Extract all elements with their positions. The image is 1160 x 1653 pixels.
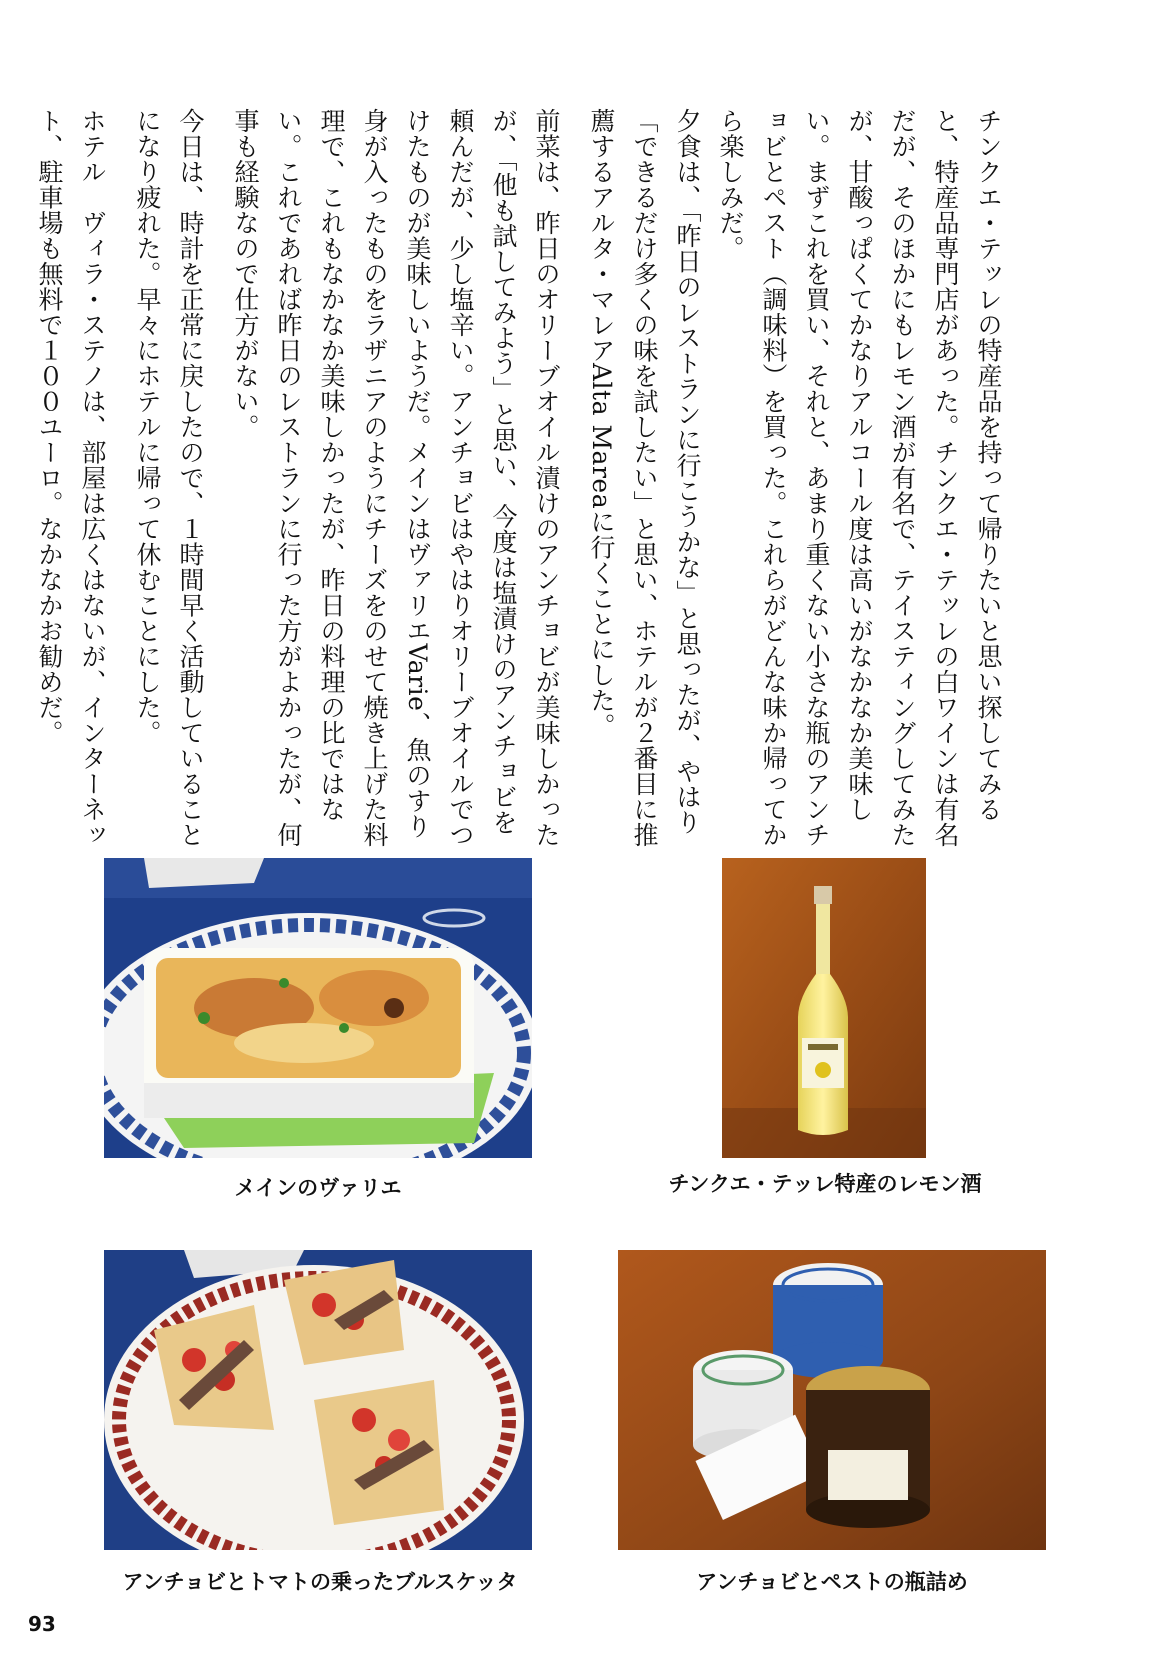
paragraph-souvenir: チンクエ・テッレの特産品を持って帰りたいと思い探してみると、特産品専門店があった。チンクエ・テッレの白ワインは有名だが、そのほかにもレモン酒が有名で、テイスティングしてみたが、甘酸っぱくてかなりアルコール度は高いがなかなか美味しい。まずこれを買い、それと、あまり重くない小さな瓶のアンチョビとペスト（調味料）を買った。これらがどんな味か帰ってから楽しみだ。 xyxy=(716,108,1003,848)
photo-anchovy-pesto-jars xyxy=(618,1250,1046,1550)
photo-bruschetta xyxy=(104,1250,532,1550)
paragraph-hotel: ホテル ヴィラ・ステノは、部屋は広くはないが、インターネット、駐車場も無料で１００ユーロ。なかなかお勧めだ。 xyxy=(35,108,107,848)
caption-jars: アンチョビとペストの瓶詰め xyxy=(696,1570,968,1594)
page-number: 93 xyxy=(28,1612,56,1636)
photo-lemon-liqueur xyxy=(722,858,926,1158)
paragraph-appetizer: 前菜は、昨日のオリーブオイル漬けのアンチョビが美味しかったが、「他も試してみよう」と思い、今度は塩漬けのアンチョビを頼んだが、少し塩辛い。アンチョビはやはりオリーブオイルでつけたものが美味しいようだ。メインはヴァリエVarie、魚のすり身が入ったものをラザニアのようにチーズをのせて焼き上げた料理で、これもなかなか美味しかったが、昨日の料理の比ではない。これであれば昨日のレストランに行った方がよかったが、何事も経験なので仕方がない。 xyxy=(231,108,561,848)
caption-varie: メインのヴァリエ xyxy=(234,1176,402,1200)
caption-lemon-liqueur: チンクエ・テッレ特産のレモン酒 xyxy=(668,1172,982,1196)
caption-bruschetta: アンチョビとトマトの乗ったブルスケッタ xyxy=(122,1570,518,1594)
article-body xyxy=(16,108,1010,848)
photo-varie-dish xyxy=(104,858,532,1158)
paragraph-dinner: 夕食は、「昨日のレストランに行こうかな」と思ったが、やはり「できるだけ多くの味を試したい」と思い、ホテルが２番目に推薦するアルタ・マレアAlta Mareaに行くことにした。 xyxy=(587,108,702,848)
paragraph-tired: 今日は、時計を正常に戻したので、１時間早く活動していることになり疲れた。早々にホテルに帰って休むことにした。 xyxy=(133,108,205,848)
